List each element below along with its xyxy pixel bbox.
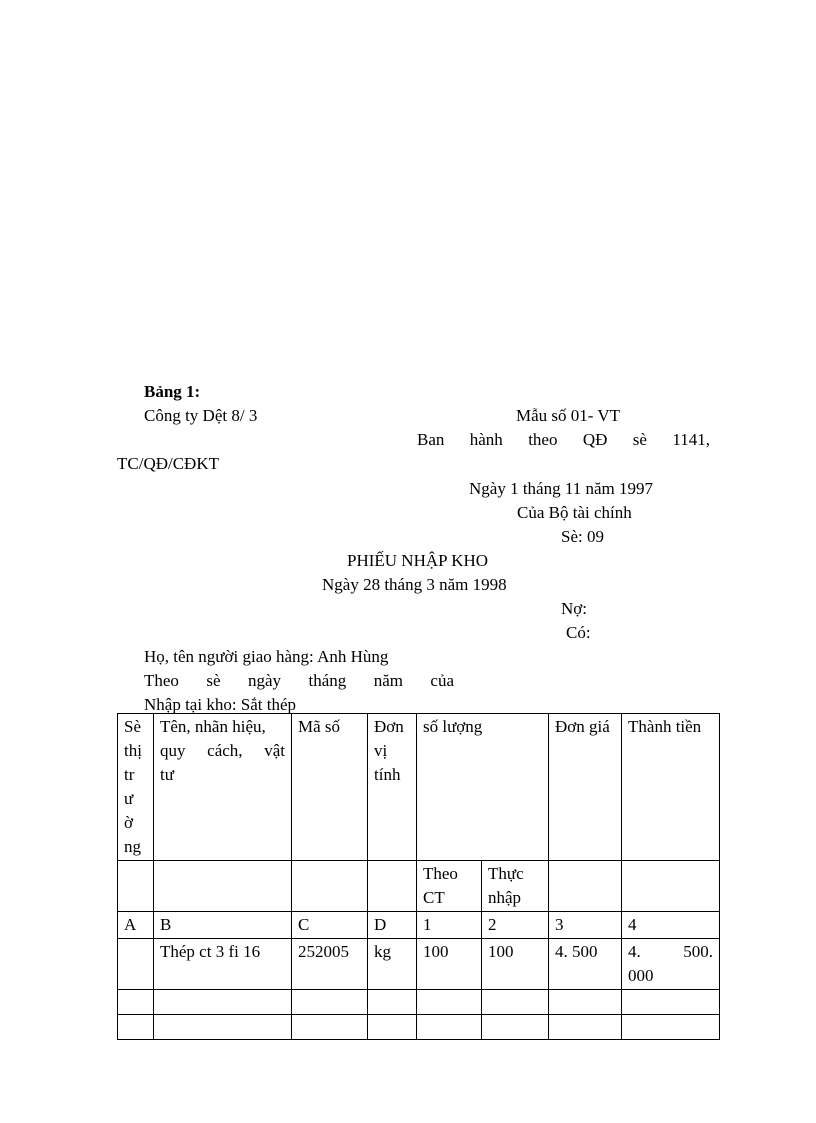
document-title: PHIẾU NHẬP KHO (347, 551, 489, 570)
company-name: Công ty Dệt 8/ 3 (144, 406, 258, 425)
empty-row (118, 1015, 720, 1040)
column-letter: C (292, 912, 368, 939)
header-unit: Đơn vị tính (368, 714, 417, 861)
debit-label: Nợ: (561, 599, 587, 618)
form-issued-continuation: TC/QĐ/CĐKT (117, 454, 219, 473)
receipt-table (117, 713, 720, 1040)
form-code: Mẫu số 01- VT (516, 406, 621, 425)
column-letter: 2 (482, 912, 549, 939)
header-code: Mã số (292, 714, 368, 861)
cell-name: Thép ct 3 fi 16 (154, 939, 292, 990)
subheader-row (118, 861, 720, 912)
table-row (118, 939, 720, 990)
header-name: Tên, nhãn hiệu, quy cách, vật tư (154, 714, 292, 861)
header-quantity: số lượng (417, 714, 549, 861)
empty-row (118, 990, 720, 1015)
column-letter: B (154, 912, 292, 939)
form-date: Ngày 1 tháng 11 năm 1997 (469, 479, 653, 498)
cell-price: 4. 500 (549, 939, 622, 990)
column-letter: 1 (417, 912, 482, 939)
credit-label: Có: (566, 623, 591, 642)
cell-qty-doc: 100 (417, 939, 482, 990)
column-letter: 4 (622, 912, 720, 939)
form-issued-line: Ban hành theo QĐ sè 1141, (417, 430, 710, 449)
header-row (118, 714, 720, 861)
warehouse-line: Nhập tại kho: Sắt thép (144, 695, 297, 714)
cell-code: 252005 (292, 939, 368, 990)
according-line: Theo sè ngày tháng năm của (144, 671, 454, 690)
header-price: Đơn giá (549, 714, 622, 861)
cell-qty-actual: 100 (482, 939, 549, 990)
header-qty-actual: Thực nhập (482, 861, 549, 912)
header-amount: Thành tiền (622, 714, 720, 861)
column-letter-row (118, 912, 720, 939)
form-ministry: Của Bộ tài chính (517, 503, 632, 522)
cell-amount: 4. 500. 000 (622, 939, 720, 990)
column-letter: A (118, 912, 154, 939)
header-no: Sè thị tr ườ ng (118, 714, 154, 861)
cell-unit: kg (368, 939, 417, 990)
column-letter: 3 (549, 912, 622, 939)
deliverer-line: Họ, tên người giao hàng: Anh Hùng (144, 647, 389, 666)
form-number: Sè: 09 (561, 527, 604, 546)
column-letter: D (368, 912, 417, 939)
cell-no (118, 939, 154, 990)
header-qty-doc: Theo CT (417, 861, 482, 912)
document-date: Ngày 28 tháng 3 năm 1998 (322, 575, 507, 594)
table-label: Bảng 1: (144, 382, 201, 401)
